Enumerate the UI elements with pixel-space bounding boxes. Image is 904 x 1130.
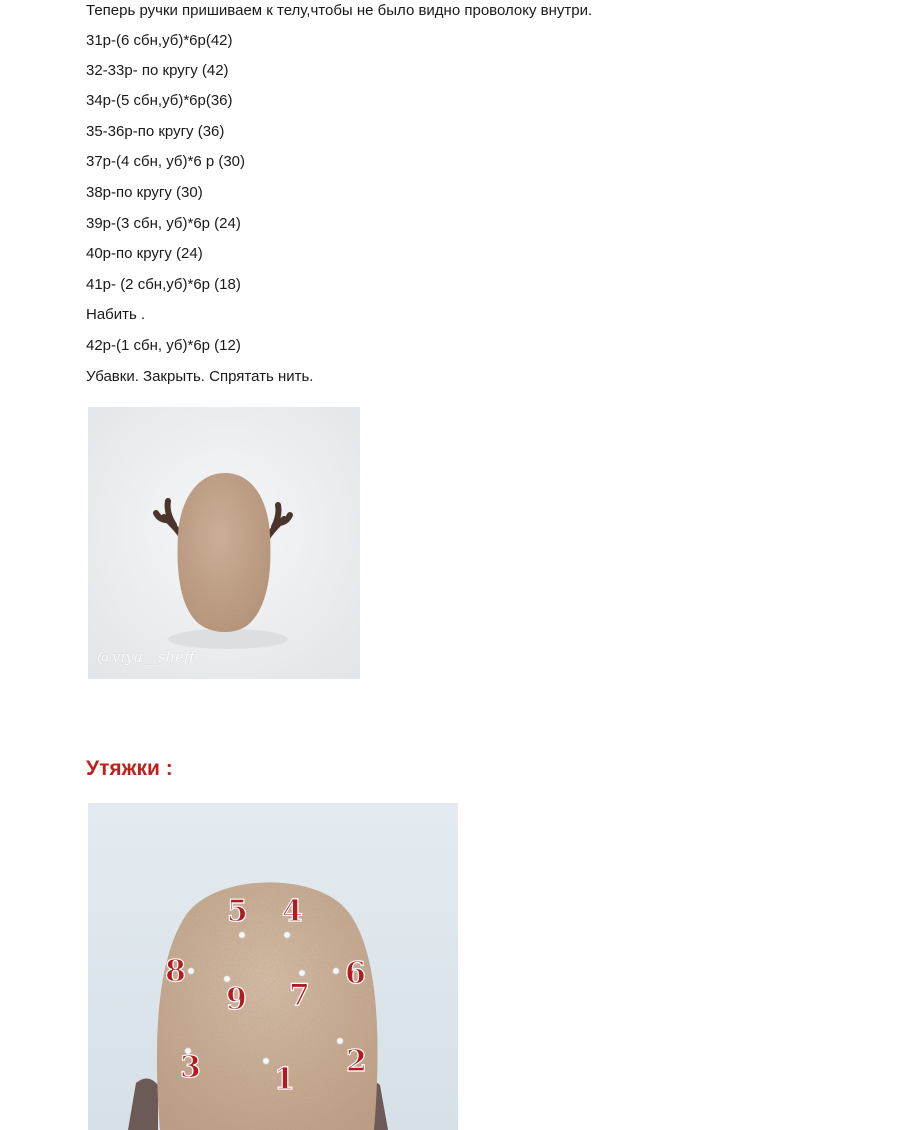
- line-6: 38р-по кругу (30): [86, 184, 203, 201]
- closeup-illustration: [88, 803, 458, 1130]
- line-11: 42р-(1 сбн, уб)*6р (12): [86, 337, 241, 354]
- line-10: Набить .: [86, 306, 146, 323]
- body-illustration: [88, 407, 360, 679]
- line-9: 41р- (2 сбн,уб)*6р (18): [86, 276, 241, 293]
- line-8: 40р-по кругу (24): [86, 245, 203, 262]
- watermark-text: @viya__sheff: [97, 648, 195, 666]
- marker-3: 3: [180, 1050, 201, 1085]
- line-4: 35-36р-по кругу (36): [86, 123, 225, 140]
- line-3: 34р-(5 сбн,уб)*6р(36): [86, 92, 233, 109]
- line-5: 37р-(4 сбн, уб)*6 р (30): [86, 153, 246, 170]
- marker-5: 5: [227, 894, 248, 929]
- marker-7: 7: [289, 978, 310, 1013]
- marker-9: 9: [226, 982, 247, 1017]
- line-0: Теперь ручки пришиваем к телу,чтобы не было видно проволоку внутри.: [86, 2, 593, 19]
- line-2: 32-33р- по кругу (42): [86, 62, 229, 79]
- marker-4: 4: [282, 894, 303, 929]
- marker-1: 1: [274, 1062, 295, 1097]
- line-12: Убавки. Закрыть. Спрятать нить.: [86, 368, 314, 385]
- marker-2: 2: [346, 1044, 367, 1079]
- section-title: Утяжки :: [86, 757, 173, 780]
- photo-body-with-arms: [88, 407, 360, 679]
- marker-8: 8: [165, 954, 186, 989]
- line-1: 31р-(6 сбн,уб)*6р(42): [86, 32, 233, 49]
- marker-6: 6: [345, 956, 366, 991]
- line-7: 39р-(3 сбн, уб)*6р (24): [86, 215, 241, 232]
- photo-tightening-markers: [88, 803, 458, 1130]
